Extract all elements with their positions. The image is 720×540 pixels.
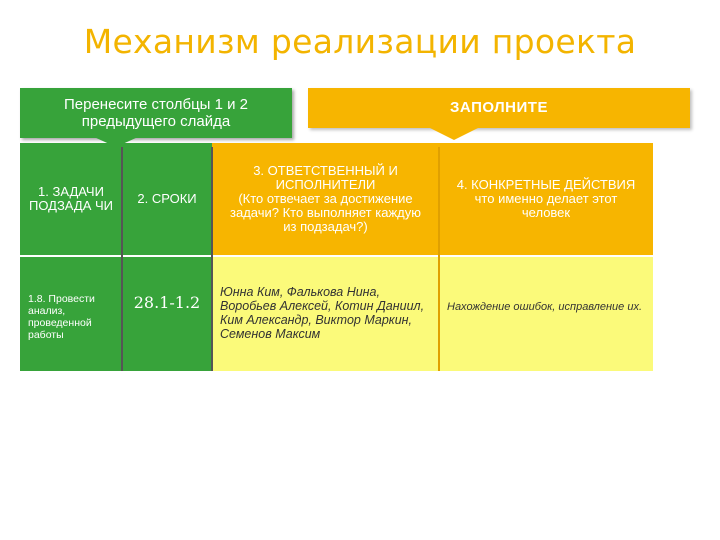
row1-actions <box>439 257 653 371</box>
column-divider-2 <box>211 147 213 371</box>
header-deadlines <box>122 143 212 255</box>
row1-responsible-text: Юнна Ким, Фалькова Нина, Воробьев Алексей, Котин Даниил, Ким Александр, Виктор Маркин, Семенов Максим <box>220 285 425 341</box>
header-deadlines-label: 2. СРОКИ <box>137 191 197 206</box>
header-tasks-label: 1. ЗАДАЧИ ПОДЗАДА ЧИ <box>28 184 114 213</box>
page-title: Механизм реализации проекта <box>83 22 637 61</box>
callout-transfer-line2: предыдущего слайда <box>81 113 231 130</box>
callout-fill-in: ЗАПОЛНИТЕ <box>308 88 690 128</box>
row1-task <box>20 257 122 371</box>
header-responsible <box>212 143 439 255</box>
row1-actions-text: Нахождение ошибок, исправление их. <box>447 301 643 313</box>
column-divider-1 <box>121 147 123 371</box>
header-responsible-subtitle: (Кто отвечает за достижение задачи? Кто выполняет каждую из подзадач?) <box>230 191 421 234</box>
callout-transfer-line1: Перенесите столбцы 1 и 2 <box>63 96 249 113</box>
row1-dates <box>122 257 212 371</box>
row1-task-text: 1.8. Провести анализ, проведенной работы <box>28 293 95 341</box>
header-actions-title: 4. КОНКРЕТНЫЕ ДЕЙСТВИЯ <box>456 177 636 192</box>
column-divider-3 <box>438 147 440 371</box>
header-tasks <box>20 143 122 255</box>
row-divider <box>20 255 653 257</box>
callout-fill-in-pointer <box>430 128 478 140</box>
header-actions <box>439 143 653 255</box>
header-responsible-title: 3. ОТВЕТСТВЕННЫЙ И ИСПОЛНИТЕЛИ <box>253 163 398 192</box>
callout-transfer-columns <box>20 88 292 138</box>
row1-dates-text: 28.1-1.2 <box>133 293 201 312</box>
row1-responsible <box>212 257 439 371</box>
header-actions-subtitle: что именно делает этот человек <box>474 191 618 220</box>
